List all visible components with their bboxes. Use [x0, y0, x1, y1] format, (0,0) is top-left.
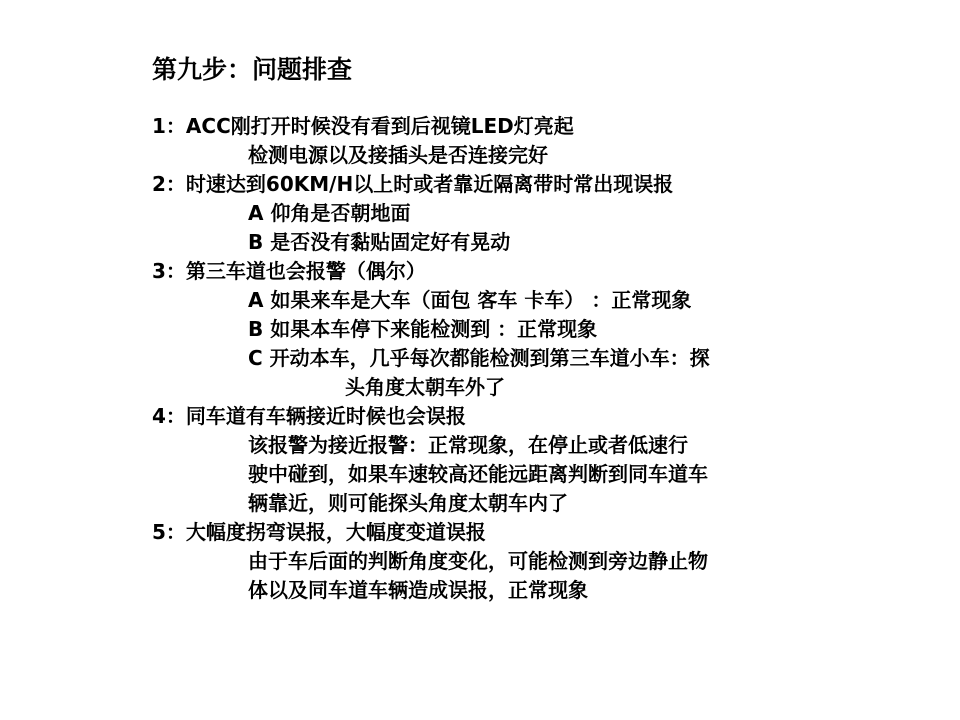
list-item: 辆靠近，则可能探头角度太朝车内了 — [248, 491, 568, 515]
list-item: 头角度太朝车外了 — [345, 375, 505, 399]
list-item: B 如果本车停下来能检测到 ：正常现象 — [248, 317, 598, 341]
list-item: 4：同车道有车辆接近时候也会误报 — [152, 404, 466, 428]
list-item: 3：第三车道也会报警（偶尔） — [152, 259, 426, 283]
slide-title: 第九步：问题排查 — [152, 55, 353, 84]
list-item: 5：大幅度拐弯误报，大幅度变道误报 — [152, 520, 486, 544]
list-item: 驶中碰到，如果车速较高还能远距离判断到同车道车 — [248, 462, 708, 486]
troubleshooting-list — [152, 112, 852, 605]
list-item: 体以及同车道车辆造成误报，正常现象 — [248, 578, 588, 602]
list-item: 1：ACC刚打开时候没有看到后视镜LED灯亮起 — [152, 114, 574, 138]
list-item: C 开动本车，几乎每次都能检测到第三车道小车：探 — [248, 346, 710, 370]
list-item: 检测电源以及接插头是否连接完好 — [248, 143, 548, 167]
list-item: 2：时速达到60KM/H以上时或者靠近隔离带时常出现误报 — [152, 172, 674, 196]
list-item: B 是否没有黏贴固定好有晃动 — [248, 230, 511, 254]
list-item: 该报警为接近报警：正常现象，在停止或者低速行 — [248, 433, 688, 457]
list-item: 由于车后面的判断角度变化，可能检测到旁边静止物 — [248, 549, 708, 573]
list-item: A 如果来车是大车（面包 客车 卡车） ：正常现象 — [248, 288, 692, 312]
list-item: A 仰角是否朝地面 — [248, 201, 411, 225]
